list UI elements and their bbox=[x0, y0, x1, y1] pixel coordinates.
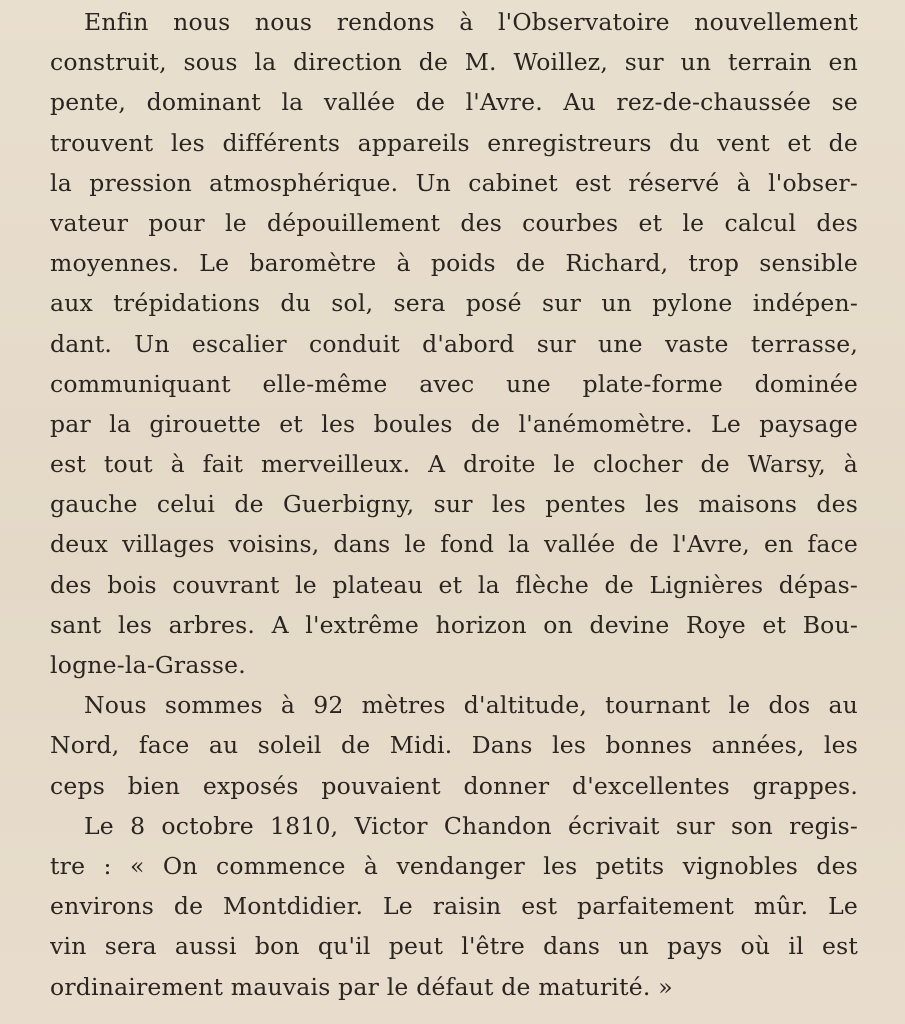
paragraph-observatory bbox=[50, 2, 858, 685]
text-line: environs de Montdidier. Le raisin est parfaitement mûr. Le bbox=[50, 892, 858, 921]
text-line: vin sera aussi bon qu'il peut l'être dans un pays où il est bbox=[50, 932, 858, 961]
text-line: ceps bien exposés pouvaient donner d'excellentes grappes. bbox=[50, 771, 858, 800]
text-line: vateur pour le dépouillement des courbes et le calcul des bbox=[50, 208, 858, 237]
paragraph-altitude bbox=[50, 685, 858, 806]
text-line: est tout à fait merveilleux. A droite le clocher de Warsy, à bbox=[50, 450, 858, 479]
text-line: des bois couvrant le plateau et la flèche de Lignières dépas- bbox=[50, 570, 858, 599]
text-line: par la girouette et les boules de l'anémomètre. Le paysage bbox=[50, 409, 858, 438]
text-line: deux villages voisins, dans le fond la vallée de l'Avre, en face bbox=[50, 530, 858, 559]
text-line: dant. Un escalier conduit d'abord sur une vaste terrasse, bbox=[50, 329, 858, 358]
text-line: aux trépidations du sol, sera posé sur un pylone indépen- bbox=[50, 289, 858, 318]
text-line: trouvent les différents appareils enregistreurs du vent et de bbox=[50, 128, 858, 157]
page-text bbox=[50, 2, 858, 1007]
text-line: tre : « On commence à vendanger les petits vignobles des bbox=[50, 851, 858, 880]
text-line: communiquant elle-même avec une plate-forme dominée bbox=[50, 369, 858, 398]
text-line: Le 8 octobre 1810, Victor Chandon écrivait sur son regis- bbox=[84, 811, 858, 840]
text-line: Enfin nous nous rendons à l'Observatoire nouvellement bbox=[84, 8, 858, 36]
text-line: la pression atmosphérique. Un cabinet est réservé à l'obser- bbox=[50, 168, 858, 197]
text-line: Nous sommes à 92 mètres d'altitude, tournant le dos au bbox=[84, 691, 858, 720]
text-line: gauche celui de Guerbigny, sur les pentes les maisons des bbox=[50, 490, 858, 519]
text-line: construit, sous la direction de M. Woillez, sur un terrain en bbox=[50, 48, 858, 77]
text-line: moyennes. Le baromètre à poids de Richard, trop sensible bbox=[50, 249, 858, 278]
paragraph-chandon-quote bbox=[50, 806, 858, 1007]
text-line: pente, dominant la vallée de l'Avre. Au rez-de-chaussée se bbox=[50, 88, 858, 117]
text-line: ordinairement mauvais par le défaut de maturité. » bbox=[50, 972, 673, 1001]
text-line: logne-la-Grasse. bbox=[50, 651, 246, 679]
text-line: sant les arbres. A l'extrême horizon on devine Roye et Bou- bbox=[50, 610, 858, 639]
text-line: Nord, face au soleil de Midi. Dans les bonnes années, les bbox=[50, 731, 858, 760]
